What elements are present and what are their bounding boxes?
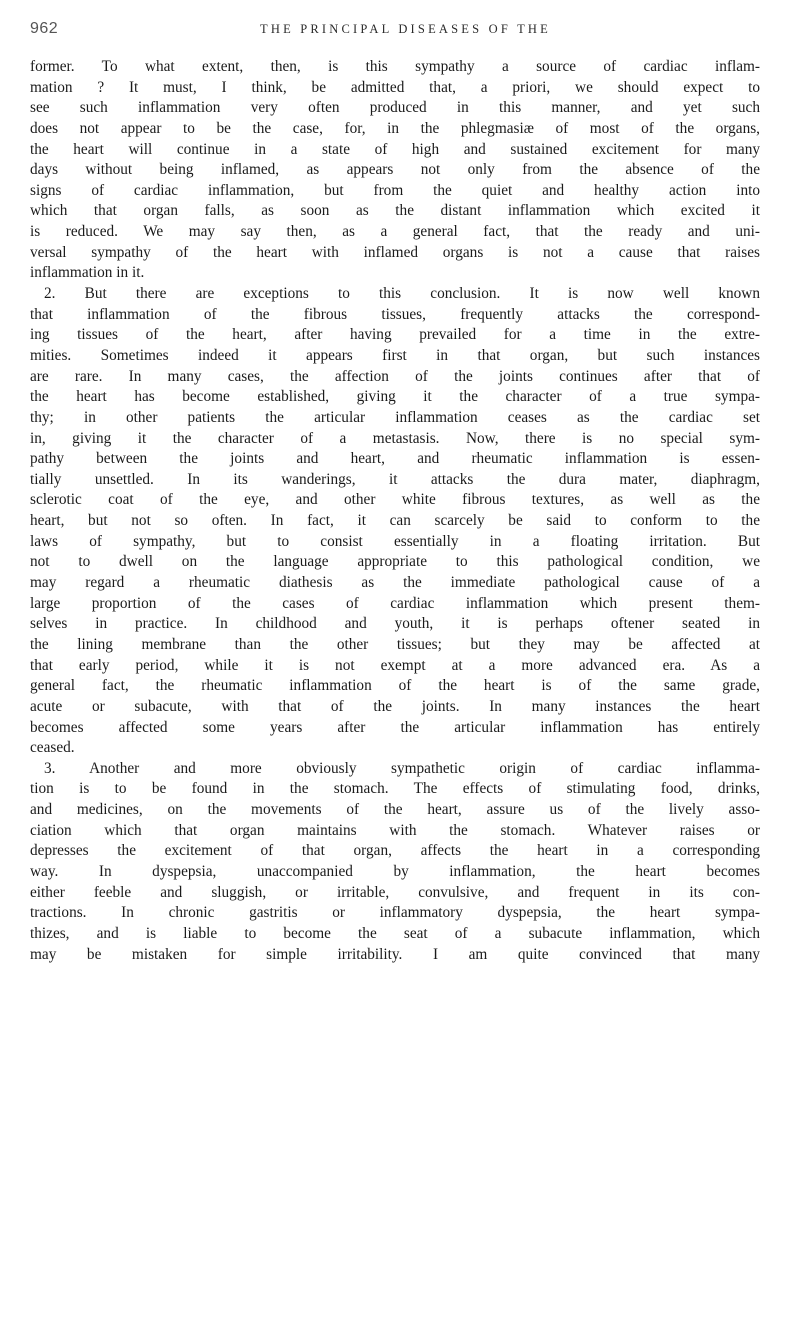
text-line: does not appear to be the case, for, in the phlegmasiæ of most of the organs,: [30, 119, 760, 137]
text-line: pathy between the joints and heart, and rheumatic inflammation is essen-: [30, 450, 760, 468]
text-line: ing tissues of the heart, after having prevailed for a time in the extre-: [30, 326, 760, 344]
text-line: sclerotic coat of the eye, and other white fibrous textures, as well as the: [30, 491, 760, 509]
text-line: inflammation in it.: [30, 264, 145, 282]
text-line: 2. But there are exceptions to this conclusion. It is now well known: [44, 285, 760, 303]
text-line: way. In dyspepsia, unaccompanied by inflammation, the heart becomes: [30, 862, 760, 880]
text-line: the heart will continue in a state of high and sustained excitement for many: [30, 140, 760, 158]
text-line: days without being inflamed, as appears not only from the absence of the: [30, 161, 760, 179]
text-line: see such inflammation very often produced in this manner, and yet such: [30, 99, 760, 117]
text-line: depresses the excitement of that organ, affects the heart in a corresponding: [30, 842, 760, 860]
text-line: the lining membrane than the other tissues; but they may be affected at: [30, 635, 760, 653]
text-line: acute or subacute, with that of the joints. In many instances the heart: [30, 697, 760, 715]
text-line: mities. Sometimes indeed it appears first in that organ, but such instances: [30, 346, 760, 364]
text-line: may regard a rheumatic diathesis as the immediate pathological cause of a: [30, 574, 760, 592]
text-line: are rare. In many cases, the affection of the joints continues after that of: [30, 367, 760, 385]
text-line: becomes affected some years after the articular inflammation has entirely: [30, 718, 760, 736]
text-line: may be mistaken for simple irritability. I am quite convinced that many: [30, 945, 760, 963]
page-number: 962: [30, 20, 59, 37]
text-line: the heart has become established, giving it the character of a true sympa-: [30, 388, 760, 406]
text-line: either feeble and sluggish, or irritable, convulsive, and frequent in its con-: [30, 883, 760, 901]
text-line: that early period, while it is not exempt at a more advanced era. As a: [30, 656, 760, 674]
text-line: signs of cardiac inflammation, but from the quiet and healthy action into: [30, 181, 760, 199]
text-line: former. To what extent, then, is this sympathy a source of cardiac inflam-: [30, 58, 760, 75]
text-line: ceased.: [30, 739, 75, 757]
text-line: tially unsettled. In its wanderings, it attacks the dura mater, diaphragm,: [30, 470, 760, 488]
text-line: heart, but not so often. In fact, it can scarcely be said to conform to the: [30, 512, 760, 530]
text-line: tractions. In chronic gastritis or inflammatory dyspepsia, the heart sympa-: [30, 904, 760, 922]
body-text: [30, 57, 760, 965]
text-line: 3. Another and more obviously sympathetic origin of cardiac inflamma-: [44, 759, 760, 777]
running-head: [30, 20, 770, 44]
text-line: general fact, the rheumatic inflammation of the heart is of the same grade,: [30, 677, 760, 695]
text-line: and medicines, on the movements of the heart, assure us of the lively asso-: [30, 801, 760, 819]
text-line: tion is to be found in the stomach. The effects of stimulating food, drinks,: [30, 780, 760, 798]
text-line: not to dwell on the language appropriate to this pathological condition, we: [30, 553, 760, 571]
text-line: that inflammation of the fibrous tissues, frequently attacks the correspond-: [30, 305, 760, 323]
text-line: laws of sympathy, but to consist essentially in a floating irritation. But: [30, 532, 760, 550]
text-line: large proportion of the cases of cardiac inflammation which present them-: [30, 594, 760, 612]
text-line: thy; in other patients the articular inflammation ceases as the cardiac set: [30, 408, 760, 426]
text-line: selves in practice. In childhood and youth, it is perhaps oftener seated in: [30, 615, 760, 633]
running-title: THE PRINCIPAL DISEASES OF THE: [260, 22, 551, 36]
text-line: which that organ falls, as soon as the distant inflammation which excited it: [30, 202, 760, 220]
text-line: is reduced. We may say then, as a general fact, that the ready and uni-: [30, 223, 760, 241]
text-line: mation ? It must, I think, be admitted that, a priori, we should expect to: [30, 78, 760, 96]
text-line: thizes, and is liable to become the seat of a subacute inflammation, which: [30, 924, 760, 942]
text-line: versal sympathy of the heart with inflamed organs is not a cause that raises: [30, 243, 760, 261]
text-line: in, giving it the character of a metastasis. Now, there is no special sym-: [30, 429, 760, 447]
text-line: ciation which that organ maintains with the stomach. Whatever raises or: [30, 821, 760, 839]
